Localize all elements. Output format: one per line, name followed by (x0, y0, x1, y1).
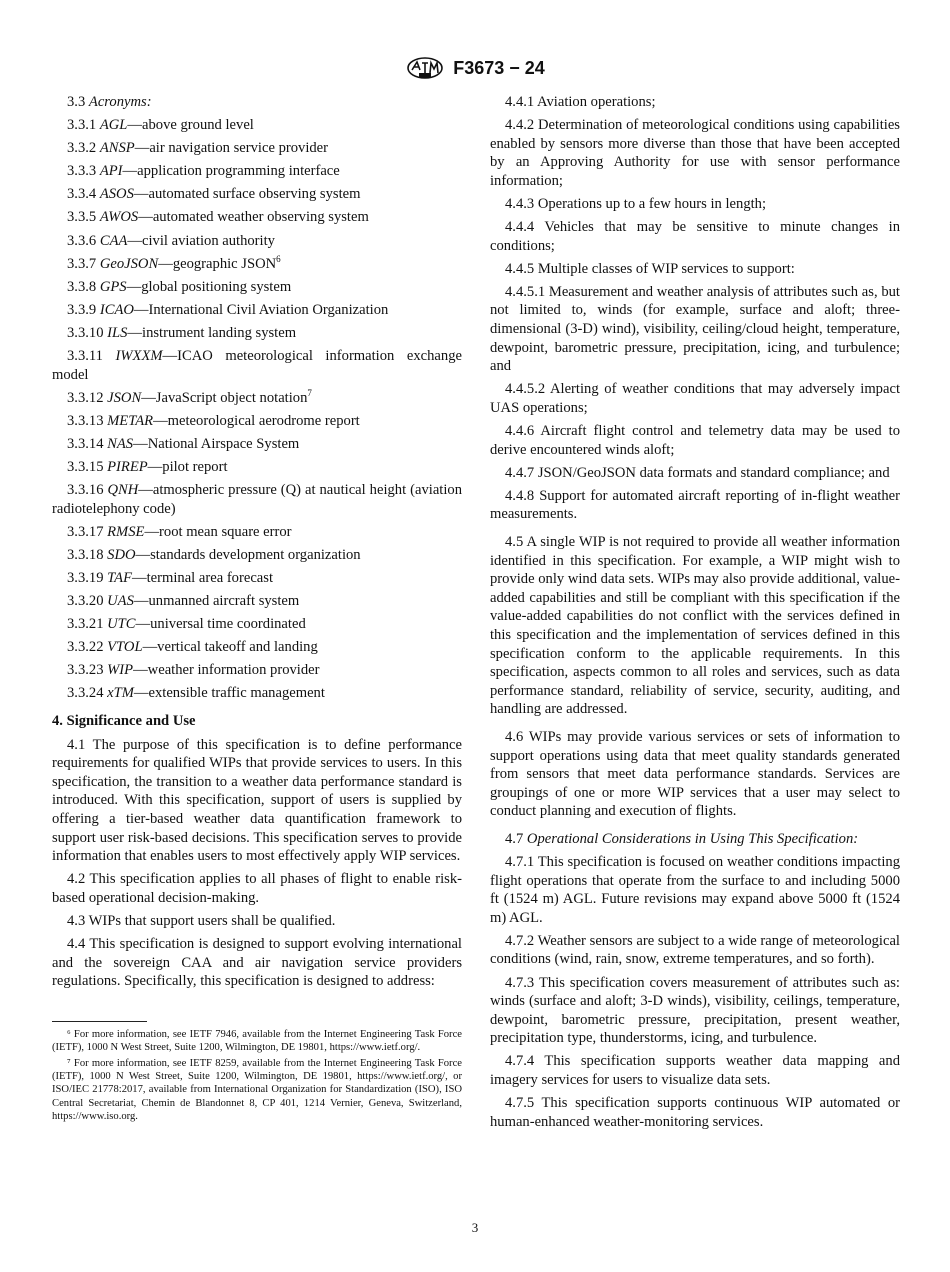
acronym-definition: —terminal area forecast (132, 569, 274, 586)
paragraph-4-7-1: 4.7.1 This specification is focused on weather conditions impacting flight operations that operate from the surface to and including 5000 ft (1524 m) AGL. Future revisions may expand above 5000 ft (1524 m) AGL. (490, 853, 900, 926)
paragraph-4-6: 4.6 WIPs may provide various services or sets of information to support operations using data that meet quality standards generated from sensors that meet data performance standards. Services are groupings of one or more WIP services that a user may select to conduct planning and execution of flights. (490, 728, 900, 820)
acronym-term: IWXXM (115, 348, 163, 365)
acronym-definition: —root mean square error (144, 523, 292, 540)
acronym-definition: —unmanned aircraft system (133, 593, 300, 610)
acronym-item (52, 389, 462, 408)
acronym-definition: —universal time coordinated (135, 616, 306, 633)
left-column (52, 93, 462, 1126)
acronym-definition: —geographic JSON (158, 255, 277, 272)
paragraph-4-4-5-1: 4.4.5.1 Measurement and weather analysis of attributes such as, but not limited to, winds (for example, surface and aloft; three-dimensional (3-D) wind), visibility, ceiling/cloud height, temperature, dewpoint, barometric pressure, precipitation, icing, and turbulence; and (490, 283, 900, 375)
acronym-definition: —standards development organization (135, 546, 361, 563)
page-number: 3 (471, 1220, 479, 1235)
acronym-definition: —global positioning system (126, 278, 292, 295)
acronym-definition: —civil aviation authority (127, 232, 275, 249)
paragraph-4-4-5: 4.4.5 Multiple classes of WIP services to support: (505, 260, 795, 277)
acronym-term: SDO (107, 546, 136, 563)
acronym-definition: —International Civil Aviation Organization (133, 301, 389, 318)
acronym-definition: —application programming interface (122, 163, 340, 180)
acronym-number: 3.3.24 (67, 685, 104, 702)
paragraph-4-4-6: 4.4.6 Aircraft flight control and telemetry data may be used to derive encountered winds aloft; (490, 423, 900, 458)
acronym-item (52, 592, 462, 611)
acronym-number: 3.3.21 (67, 616, 104, 633)
acronym-term: RMSE (107, 523, 145, 540)
acronym-number: 3.3.6 (67, 232, 97, 249)
acronym-item (52, 638, 462, 657)
acronym-definition: —meteorological aerodrome report (153, 412, 360, 429)
acronym-definition: —automated surface observing system (133, 186, 361, 203)
acronym-number: 3.3.20 (67, 593, 104, 610)
acronym-number: 3.3.7 (67, 255, 97, 272)
right-column (490, 93, 900, 1136)
paragraph-4-7-4: 4.7.4 This specification supports weather data mapping and imagery services for users to visualize data sets. (490, 1053, 900, 1088)
footnote-7: ⁷ For more information, see IETF 8259, available from the Internet Engineering Task Force (IETF), 1000 N West Street, Suite 1200, Wilmington, DE 19801, https://www.ietf.org/, or ISO/IEC 21778:2017, available from International Organization for Standardization (ISO), ISO Central Secretariat, Chemin de Blandonnet 8, CP 401, 1214 Vernier, Geneva, Switzerland, https://www.iso.org. (52, 1057, 462, 1123)
acronym-number: 3.3.13 (67, 412, 104, 429)
acronym-definition: —air navigation service provider (134, 140, 329, 157)
acronym-item (52, 208, 462, 227)
acronym-number: 3.3.2 (67, 140, 97, 157)
acronym-definition: —pilot report (147, 459, 228, 475)
paragraph-4-3: 4.3 WIPs that support users shall be qualified. (67, 912, 336, 929)
paragraph-4-7-3: 4.7.3 This specification covers measurement of attributes such as: winds (surface and aloft; 3-D winds), visibility, ceilings, temperature, dewpoint, barometric pressure, precipitation, present weather, precipitation type, thunderstorms, icing, and turbulence. (490, 974, 900, 1047)
footnote-divider (52, 1021, 147, 1022)
acronym-item (52, 278, 462, 297)
acronym-definition: —extensible traffic management (133, 685, 325, 702)
acronym-number: 3.3.14 (67, 435, 104, 452)
paragraph-4-2: 4.2 This specification applies to all phases of flight to enable risk-based operational decision-making. (52, 871, 462, 906)
paragraph-4-7-2: 4.7.2 Weather sensors are subject to a wide range of meteorological conditions (wind, rain, snow, extreme temperatures, and so forth). (490, 932, 900, 968)
acronym-definition: —instrument landing system (127, 324, 297, 341)
acronym-term: ANSP (99, 140, 135, 157)
acronym-term: GeoJSON (99, 255, 159, 272)
acronym-number: 3.3.1 (67, 117, 97, 134)
footnote-ref: 6 (276, 253, 281, 264)
acronym-item (52, 569, 462, 588)
acronym-term: ICAO (99, 301, 134, 318)
acronym-definition: —National Airspace System (133, 435, 300, 452)
acronyms-title: 3.3 Acronyms: (67, 94, 152, 110)
acronym-term: JSON (107, 389, 142, 406)
acronym-definition: —weather information provider (133, 662, 320, 679)
acronym-number: 3.3.23 (67, 662, 104, 679)
acronym-number: 3.3.15 (67, 459, 104, 475)
acronym-item (52, 523, 462, 542)
footnote-ref: 7 (307, 387, 312, 398)
acronym-term: CAA (99, 232, 128, 249)
acronym-term: xTM (107, 685, 134, 702)
acronym-item (52, 458, 462, 477)
acronym-item (52, 139, 462, 158)
acronym-term: ILS (107, 324, 128, 341)
acronym-term: UTC (107, 616, 136, 633)
acronym-item (52, 185, 462, 204)
paragraph-4-5: 4.5 A single WIP is not required to provide all weather information identified in this specification. For example, a WIP might wish to provide only wind data sets. WIPs may also provide additional, value-added capabilities and still be compliant with this specification if the value-added capabilities do not conflict with the services defined in this specification and the implementation of services defined in this specification conform to the applicable requirements. In this specification, aspects common to all roles and services, such as data performance standard, reliability of service, security, auditing, and handling are addressed. (490, 533, 900, 718)
acronym-item (52, 255, 462, 274)
acronym-number: 3.3.17 (67, 523, 104, 540)
acronym-number: 3.3.12 (67, 389, 104, 406)
acronym-number: 3.3.22 (67, 639, 104, 656)
acronym-definition: —atmospheric pressure (Q) at nautical height (aviation radiotelephony code) (52, 482, 462, 517)
acronym-item (52, 481, 462, 518)
paragraph-4-4-5-2: 4.4.5.2 Alerting of weather conditions that may adversely impact UAS operations; (490, 381, 900, 416)
acronym-term: ASOS (99, 186, 134, 203)
acronym-term: UAS (107, 593, 134, 610)
acronym-item (52, 347, 462, 384)
acronym-term: GPS (99, 278, 127, 295)
acronym-item (52, 684, 462, 703)
paragraph-4-4-2: 4.4.2 Determination of meteorological conditions using capabilities enabled by sensors more diverse than those that have been accepted by an Approving Authority for use with sensor performance information; (490, 117, 900, 189)
acronym-term: QNH (107, 482, 139, 499)
acronym-item (52, 435, 462, 454)
footnote-6: ⁶ For more information, see IETF 7946, available from the Internet Engineering Task Force (IETF), 1000 N West Street, Suite 1200, Wilmington, DE 19801, https://www.ietf.org/. (52, 1028, 462, 1054)
acronym-definition: —ICAO meteorological information exchange model (52, 348, 462, 383)
acronym-number: 3.3.4 (67, 186, 97, 203)
acronym-number: 3.3.18 (67, 546, 104, 563)
paragraph-4-4-3: 4.4.3 Operations up to a few hours in length; (505, 195, 767, 212)
acronym-term: WIP (107, 662, 134, 679)
acronym-number: 3.3.19 (67, 569, 104, 586)
acronym-number: 3.3.8 (67, 278, 97, 295)
acronym-term: AGL (99, 117, 128, 134)
acronym-number: 3.3.5 (67, 209, 97, 226)
acronym-item (52, 162, 462, 181)
paragraph-4-4-4: 4.4.4 Vehicles that may be sensitive to minute changes in conditions; (490, 219, 900, 254)
acronym-item (52, 661, 462, 680)
acronym-item (52, 116, 462, 135)
acronym-item (52, 324, 462, 343)
paragraph-4-4-1: 4.4.1 Aviation operations; (505, 94, 656, 110)
acronym-term: AWOS (99, 209, 139, 226)
acronym-number: 3.3.10 (67, 324, 104, 341)
document-id: F3673 − 24 (453, 57, 545, 78)
acronym-definition: —automated weather observing system (138, 209, 369, 226)
paragraph-4-4-7: 4.4.7 JSON/GeoJSON data formats and standard compliance; and (505, 464, 890, 481)
astm-logo-icon (405, 56, 445, 80)
acronym-definition: —JavaScript object notation (141, 389, 308, 406)
paragraph-4-7-5: 4.7.5 This specification supports continuous WIP automated or human-enhanced weather-monitoring services. (490, 1095, 900, 1130)
paragraph-4-1: 4.1 The purpose of this specification is to define performance requirements for qualified WIPs that provide services to users. In this specification, the transition to a weather data performance standard is introduced. With this specification, support of users is supplied by offering a tier-based weather data quantification framework to support user risk-based decisions. This specification serves to provide information that enables users to most effectively apply WIP services. (52, 736, 462, 865)
acronym-item (52, 232, 462, 251)
paragraph-4-7-title: 4.7 Operational Considerations in Using This Specification: (505, 830, 859, 847)
acronym-item (52, 546, 462, 565)
paragraph-4-4: 4.4 This specification is designed to support evolving international and the sovereign CAA and air navigation service providers regulations. Specifically, this specification is designed to address: (52, 936, 462, 990)
acronym-number: 3.3.9 (67, 301, 97, 318)
section-4-heading: 4. Significance and Use (52, 713, 196, 730)
acronym-number: 3.3.16 (67, 482, 104, 499)
acronym-number: 3.3.3 (67, 163, 97, 180)
acronym-item (52, 412, 462, 431)
acronym-term: VTOL (107, 639, 143, 656)
acronym-item (52, 301, 462, 320)
paragraph-4-4-8: 4.4.8 Support for automated aircraft reporting of in-flight weather measurements. (490, 487, 900, 523)
acronym-term: TAF (107, 569, 133, 586)
acronym-definition: —vertical takeoff and landing (142, 639, 318, 656)
acronym-definition: —above ground level (127, 117, 254, 134)
acronym-term: PIREP (107, 459, 148, 475)
acronym-number: 3.3.11 (67, 348, 103, 365)
acronym-item (52, 615, 462, 634)
acronym-term: API (99, 163, 123, 180)
page-header (0, 56, 950, 84)
acronym-term: NAS (107, 435, 134, 452)
acronym-term: METAR (107, 412, 154, 429)
acronym-list (52, 116, 462, 703)
